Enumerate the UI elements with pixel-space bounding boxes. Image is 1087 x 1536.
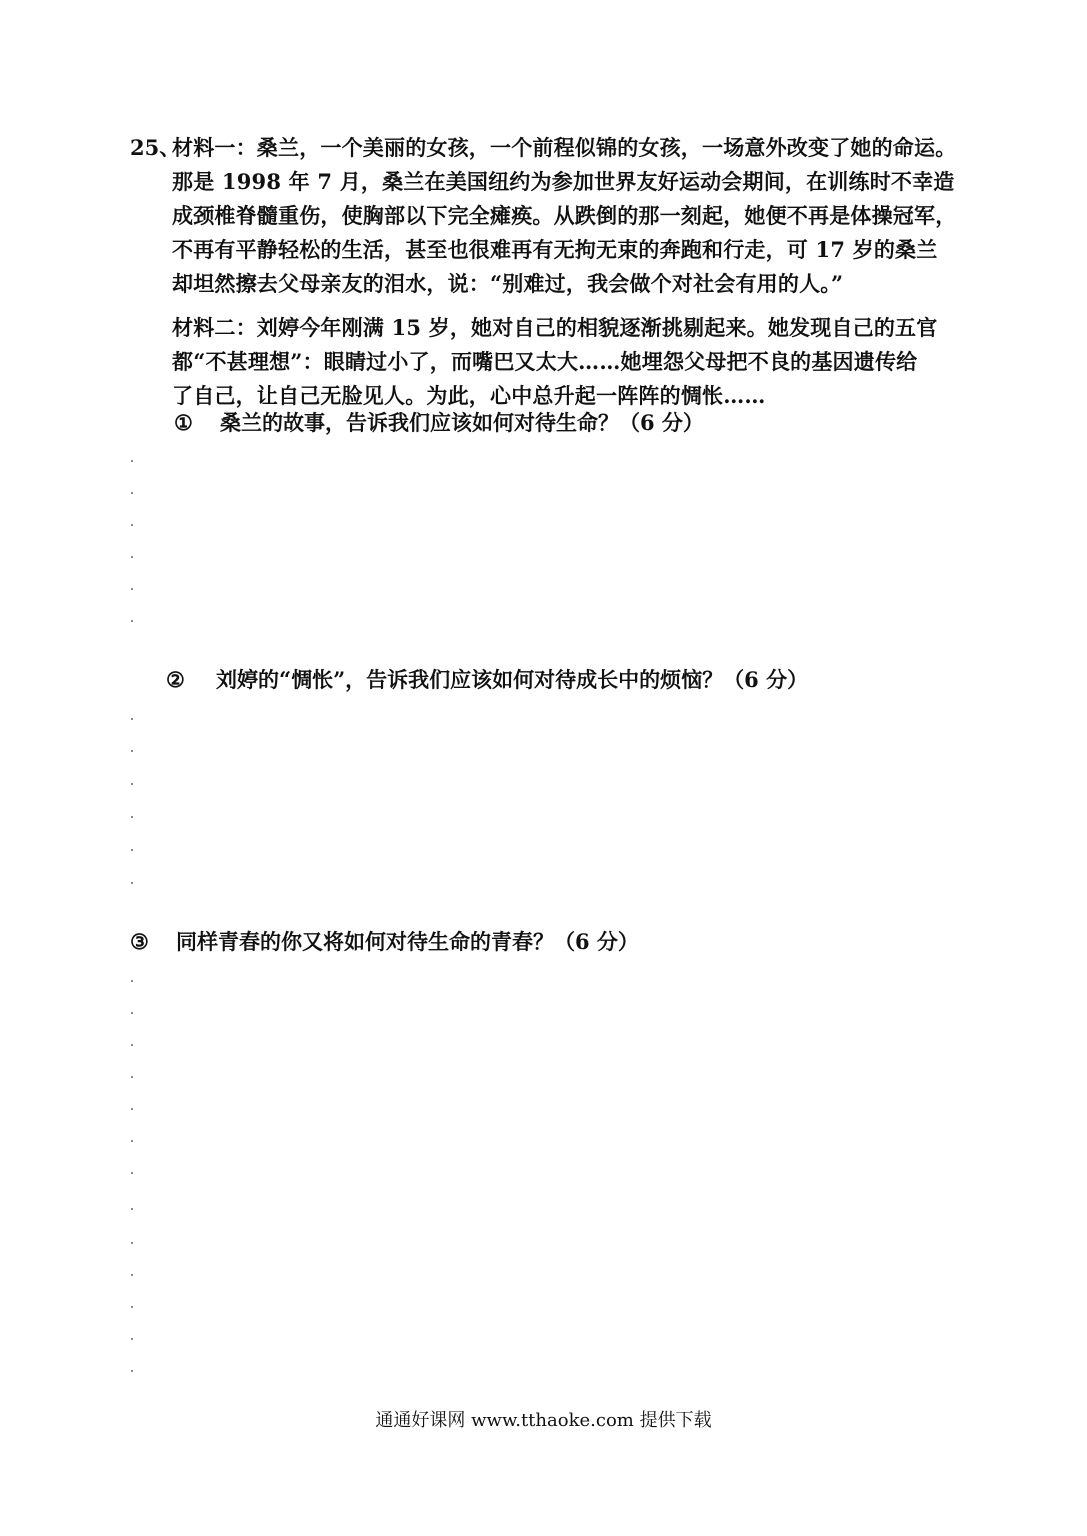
sub-question-text: 桑兰的故事，告诉我们应该如何对待生命？（6 分） [220, 410, 704, 435]
answer-line-marker [131, 620, 133, 622]
answer-line-marker [131, 1172, 133, 1174]
footer-watermark: 通通好课网 www.tthaoke.com 提供下载 [375, 1410, 712, 1431]
material-two-line: 了自己，让自己无脸见人。为此，心中总升起一阵阵的惆怅…… [172, 383, 766, 408]
answer-line-marker [131, 882, 133, 884]
material-one-line: 却坦然擦去父母亲友的泪水，说：“别难过，我会做个对社会有用的人。” [172, 271, 844, 296]
sub-question-3 [130, 925, 639, 959]
answer-line-marker [131, 1012, 133, 1014]
question-number: 25、 [130, 135, 181, 160]
material-one-line: 材料一：桑兰，一个美丽的女孩，一个前程似锦的女孩，一场意外改变了她的命运。 [172, 135, 957, 160]
material-one-line: 成颈椎脊髓重伤，使胸部以下完全瘫痪。从跌倒的那一刻起，她便不再是体操冠军， [172, 203, 957, 228]
sub-question-text: 刘婷的“惆怅”，告诉我们应该如何对待成长中的烦恼？（6 分） [216, 667, 809, 692]
answer-line-marker [131, 492, 133, 494]
answer-line-marker [131, 1076, 133, 1078]
answer-line-marker [131, 1108, 133, 1110]
material-two [172, 311, 962, 413]
answer-line-marker [131, 783, 133, 785]
material-one [172, 131, 962, 301]
answer-line-marker [131, 1208, 133, 1210]
sub-question-2 [166, 663, 808, 697]
answer-line-marker [131, 524, 133, 526]
answer-line-marker [131, 816, 133, 818]
answer-line-marker [131, 750, 133, 752]
answer-line-marker [131, 556, 133, 558]
material-two-line: 都“不甚理想”：眼睛过小了，而嘴巴又太大……她埋怨父母把不良的基因遗传给 [172, 349, 918, 374]
answer-line-marker [131, 1370, 133, 1372]
answer-line-marker [131, 1274, 133, 1276]
answer-line-marker [131, 980, 133, 982]
answer-line-marker [131, 849, 133, 851]
answer-line-marker [131, 1242, 133, 1244]
material-one-line: 不再有平静轻松的生活，甚至也很难再有无拘无束的奔跑和行走，可 17 岁的桑兰 [172, 237, 938, 262]
answer-line-marker [131, 460, 133, 462]
material-one-line: 那是 1998 年 7 月，桑兰在美国纽约为参加世界友好运动会期间，在训练时不幸造 [172, 169, 955, 194]
answer-line-marker [131, 1140, 133, 1142]
answer-line-marker [131, 1306, 133, 1308]
answer-line-marker [131, 588, 133, 590]
sub-question-text: 同样青春的你又将如何对待生命的青春？（6 分） [176, 929, 639, 954]
sub-question-number: ③ [130, 929, 149, 954]
answer-line-marker [131, 1338, 133, 1340]
answer-line-marker [131, 1044, 133, 1046]
material-two-line: 材料二：刘婷今年刚满 15 岁，她对自己的相貌逐渐挑剔起来。她发现自己的五官 [172, 315, 938, 340]
answer-line-marker [131, 718, 133, 720]
sub-question-number: ① [174, 410, 193, 435]
sub-question-number: ② [166, 667, 185, 692]
sub-question-1 [174, 406, 704, 440]
